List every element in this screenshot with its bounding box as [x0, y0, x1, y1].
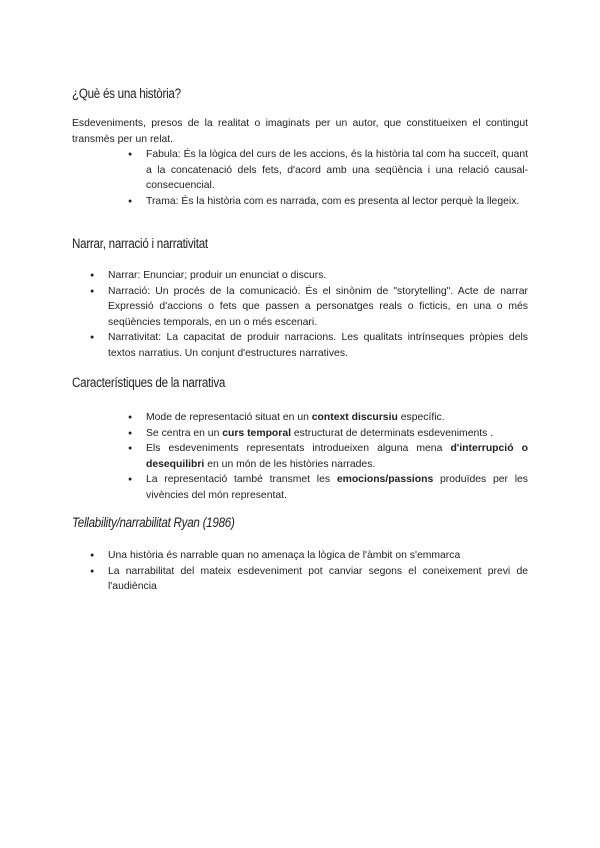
intro-paragraph: Esdeveniments, presos de la realitat o imaginats per un autor, que constitueixen el contingut transmès per un relat.	[72, 118, 528, 145]
heading-caracteristiques: Característiques de la narrativa	[72, 375, 226, 390]
bold-term: context discursiu	[311, 412, 398, 423]
list-item: ● Mode de representació situat en un context discursiu específic.	[128, 410, 528, 426]
tellability-list	[90, 548, 528, 595]
bold-term: curs temporal	[222, 427, 291, 439]
list-item: ● Narrativitat: La capacitat de produir narracions. Les qualitats intrínseques pròpies dels textos narratius. Un conjunt d'estructures narratives.	[90, 330, 528, 361]
bold-term: emocions/passions	[336, 474, 434, 485]
bold-term: d'interrupció o desequilibri	[146, 443, 528, 470]
heading-what-is-story: ¿Què és una història?	[72, 86, 181, 101]
story-list	[128, 147, 528, 209]
list-item: ● Trama: És la història com es narrada, com es presenta al lector perquè la llegeix.	[128, 194, 528, 210]
list-item: ● Una història és narrable quan no amenaça la lògica de l'àmbit on s'emmarca	[90, 548, 528, 564]
list-item: ● Fabula: És la lògica del curs de les accions, és la història tal com ha succeït, quant a la concatenació dels fets, d'acord amb una seqüència i una relació causal-consecuencial.	[128, 147, 528, 194]
list-item: ● Els esdeveniments representats introdueixen alguna mena d'interrupció o desequilibri en un món de les històries narrades.	[128, 441, 528, 472]
heading-narrar: Narrar, narració i narrativitat	[72, 236, 208, 251]
list-item: ● La narrabilitat del mateix esdeveniment pot canviar segons el coneixement previ de l'audiència	[90, 564, 528, 595]
list-item: ● Narrar: Enunciar; produir un enunciat o discurs.	[90, 268, 528, 284]
caracteristiques-list	[128, 410, 528, 503]
narrar-list	[90, 268, 528, 361]
list-item: ● Narració: Un procés de la comunicació. És el sinònim de "storytelling". Acte de narrar Expressió d'accions o fets que passen a personatges reals o ficticis, en una o més seqüències temporals, en un o més escenari.	[90, 284, 528, 331]
heading-tellability: Tellability/narrabilitat Ryan (1986)	[72, 515, 235, 530]
list-item: ● La representació també transmet les emocions/passions produïdes per les vivències del món representat.	[128, 472, 528, 503]
list-item: ● Se centra en un curs temporal estructurat de determinats esdeveniments .	[128, 426, 528, 442]
